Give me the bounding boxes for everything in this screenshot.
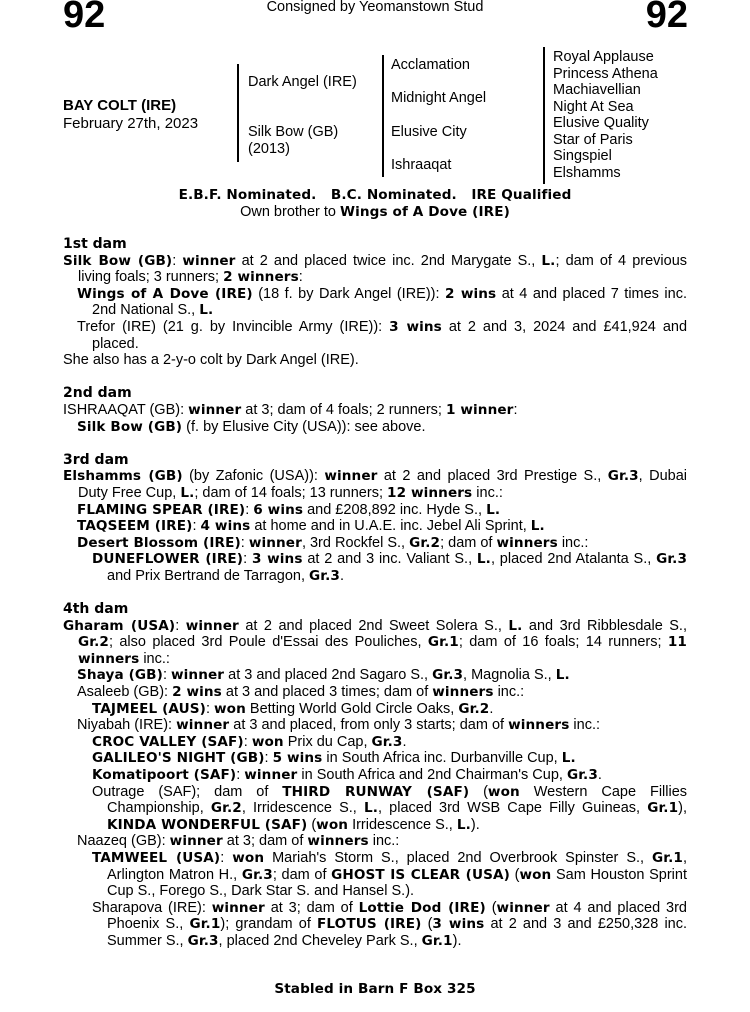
dam-entry: Silk Bow (GB): winner at 2 and placed twice inc. 2nd Marygate S., L.; dam of 4 previous living foals; 3 runners; 2 winners: bbox=[63, 252, 688, 286]
dam-entry: ISHRAAQAT (GB): winner at 3; dam of 4 foals; 2 runners; 1 winner: bbox=[63, 401, 518, 418]
pedigree-sire-sire: Acclamation bbox=[391, 57, 470, 73]
pedigree-g3-8: Elshamms bbox=[553, 165, 621, 181]
produce-entry: Naazeq (GB): winner at 3; dam of winners inc.: bbox=[77, 833, 400, 850]
pedigree-sire: Dark Angel (IRE) bbox=[248, 74, 357, 90]
section-1st-dam: 1st dam bbox=[63, 236, 127, 252]
pedigree-dam: Silk Bow (GB) bbox=[248, 124, 339, 140]
horse-dob: February 27th, 2023 bbox=[63, 115, 199, 132]
produce-entry: Sharapova (IRE): winner at 3; dam of Lottie Dod (IRE) (winner at 4 and placed 3rd Phoenix S., Gr.1); grandam of FLOTUS (IRE) (3 wins at 2 and 3 and £250,328 inc. Summer S., Gr.3, placed 2nd Cheveley Park S., Gr.1). bbox=[92, 899, 688, 949]
lot-number-right: 92 bbox=[645, 0, 688, 36]
pedigree-g3-7: Singspiel bbox=[553, 148, 612, 164]
pedigree-g3-1: Royal Applause bbox=[553, 49, 654, 65]
produce-entry: DUNEFLOWER (IRE): 3 wins at 2 and 3 inc. Valiant S., L., placed 2nd Atalanta S., Gr.3 and Prix Bertrand de Tarragon, Gr.3. bbox=[92, 551, 688, 584]
pedigree-dam-sire: Elusive City bbox=[391, 124, 467, 140]
section-4th-dam: 4th dam bbox=[63, 601, 129, 618]
dam-entry: Elshamms (GB) (by Zafonic (USA)): winner at 2 and placed 3rd Prestige S., Gr.3, Dubai Duty Free Cup, L.; dam of 14 foals; 13 runners; 12 winners inc.: bbox=[63, 468, 687, 501]
produce-entry: TAJMEEL (AUS): won Betting World Gold Circle Oaks, Gr.2. bbox=[92, 700, 494, 717]
pedigree-g3-2: Princess Athena bbox=[553, 66, 658, 82]
produce-entry: Shaya (GB): winner at 3 and placed 2nd Sagaro S., Gr.3, Magnolia S., L. bbox=[77, 667, 570, 684]
produce-entry: Outrage (SAF); dam of THIRD RUNWAY (SAF) (won Western Cape Fillies Championship, Gr.2, Irridescence S., L., placed 3rd WSB Cape Filly Guineas, Gr.1), KINDA WONDERFUL (SAF) (won Irridescence S., L.). bbox=[92, 783, 688, 833]
pedigree-dam-year: (2013) bbox=[248, 141, 290, 157]
produce-note: She also has a 2-y-o colt by Dark Angel (IRE). bbox=[63, 352, 359, 369]
own-brother-name: Wings of A Dove (IRE) bbox=[340, 204, 510, 220]
catalogue-body bbox=[63, 236, 687, 950]
produce-entry: GALILEO'S NIGHT (GB): 5 wins in South Africa inc. Durbanville Cup, L. bbox=[92, 750, 576, 767]
pedigree-dam-dam: Ishraaqat bbox=[391, 157, 452, 173]
pedigree-bracket-3 bbox=[543, 47, 545, 184]
consignor: Consigned by Yeomanstown Stud bbox=[266, 0, 484, 15]
pedigree-bracket-2 bbox=[382, 55, 384, 177]
produce-entry: TAQSEEM (IRE): 4 wins at home and in U.A.E. inc. Jebel Ali Sprint, L. bbox=[77, 518, 545, 535]
produce-entry: FLAMING SPEAR (IRE): 6 wins and £208,892 inc. Hyde S., L. bbox=[77, 501, 501, 518]
produce-entry: Desert Blossom (IRE): winner, 3rd Rockfel S., Gr.2; dam of winners inc.: bbox=[77, 534, 589, 551]
produce-entry: Komatipoort (SAF): winner in South Africa and 2nd Chairman's Cup, Gr.3. bbox=[92, 767, 602, 783]
own-brother-prefix: Own brother to bbox=[240, 204, 341, 220]
stabled-location: Stabled in Barn F Box 325 bbox=[274, 981, 476, 997]
produce-entry: Niyabah (IRE): winner at 3 and placed, from only 3 starts; dam of winners inc.: bbox=[77, 717, 601, 734]
produce-entry: TAMWEEL (USA): won Mariah's Storm S., placed 2nd Overbrook Spinster S., Gr.1, Arlington Matron H., Gr.3; dam of GHOST IS CLEAR (USA) (won Sam Houston Sprint Cup S., Forego S., Dark Star S. and Hansel S.). bbox=[92, 849, 687, 900]
pedigree-g3-5: Elusive Quality bbox=[553, 115, 649, 131]
produce-entry: Wings of A Dove (IRE) (18 f. by Dark Angel (IRE)): 2 wins at 4 and placed 7 times inc. 2nd National S., L. bbox=[77, 285, 687, 319]
produce-entry: Trefor (IRE) (21 g. by Invincible Army (IRE)): 3 wins at 2 and 3, 2024 and £41,924 and placed. bbox=[77, 318, 688, 352]
produce-entry: Silk Bow (GB) (f. by Elusive City (USA)): see above. bbox=[77, 418, 426, 435]
pedigree-g3-6: Star of Paris bbox=[553, 132, 633, 148]
pedigree-g3-4: Night At Sea bbox=[553, 99, 634, 115]
produce-entry: CROC VALLEY (SAF): won Prix du Cap, Gr.3. bbox=[92, 733, 407, 750]
pedigree-g3-3: Machiavellian bbox=[553, 82, 641, 98]
own-brother-line bbox=[0, 204, 750, 221]
produce-entry: Asaleeb (GB): 2 wins at 3 and placed 3 times; dam of winners inc.: bbox=[77, 684, 525, 701]
dam-entry: Gharam (USA): winner at 2 and placed 2nd Sweet Solera S., L. and 3rd Ribblesdale S., Gr.2; also placed 3rd Poule d'Essai des Pouliches, Gr.1; dam of 16 foals; 14 runners; 11 winners inc.: bbox=[63, 617, 687, 667]
horse-sex: BAY COLT (IRE) bbox=[63, 97, 177, 114]
lot-number-left: 92 bbox=[63, 0, 106, 36]
section-2nd-dam: 2nd dam bbox=[63, 385, 132, 402]
nominations: E.B.F. Nominated. B.C. Nominated. IRE Qualified bbox=[178, 187, 572, 203]
pedigree-bracket-1 bbox=[237, 64, 239, 162]
pedigree-sire-dam: Midnight Angel bbox=[391, 90, 487, 106]
section-3rd-dam: 3rd dam bbox=[63, 451, 129, 468]
